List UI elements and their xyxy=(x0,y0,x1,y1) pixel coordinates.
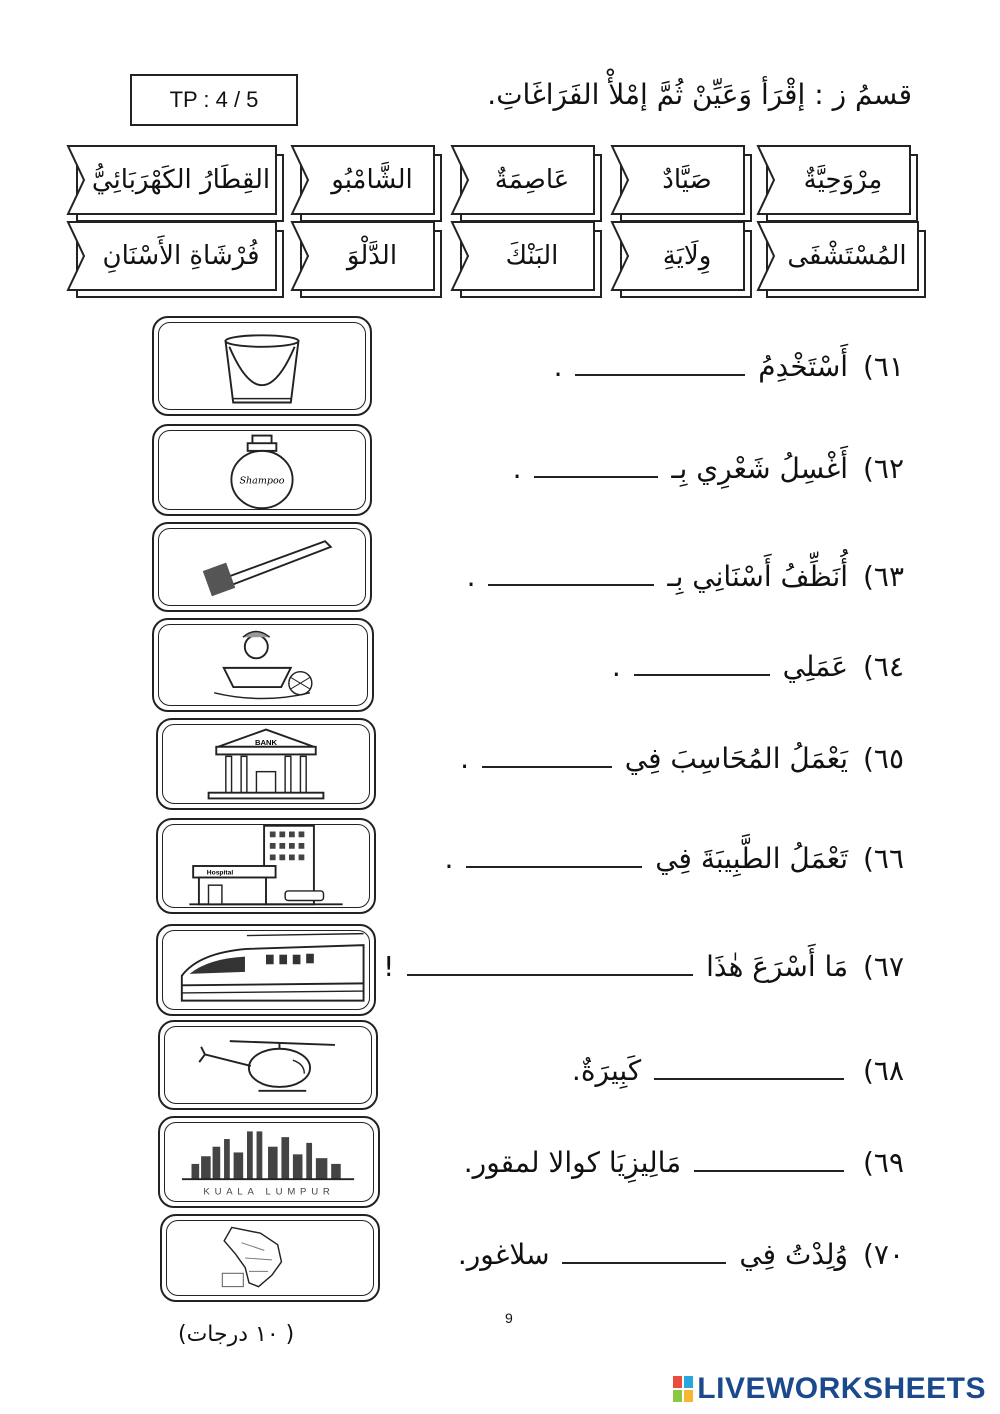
word-tag-state[interactable] xyxy=(612,222,744,290)
word-tag-label: المُسْتَشْفَى xyxy=(787,241,907,271)
word-tag-label: البَنْكَ xyxy=(505,241,559,271)
kl-label: KUALA LUMPUR xyxy=(203,1186,335,1198)
shampoo-bottle-icon xyxy=(154,426,370,514)
answer-blank-67[interactable] xyxy=(407,973,693,976)
word-tag-label: وِلَايَةِ xyxy=(662,241,712,271)
question-68: ٦٨) كَبِيرَةٌ. xyxy=(571,1054,904,1087)
answer-blank-64[interactable] xyxy=(634,673,770,676)
picture-train xyxy=(156,924,376,1016)
hospital-building-icon xyxy=(158,820,374,912)
word-tag-label: الدَّلْوَ xyxy=(346,241,398,271)
toothbrush-icon xyxy=(154,524,370,610)
answer-blank-65[interactable] xyxy=(482,765,612,768)
word-tag-bucket[interactable] xyxy=(292,222,434,290)
shampoo-label: Shampoo xyxy=(239,475,285,487)
bank-label: BANK xyxy=(254,737,278,747)
picture-kuala-lumpur xyxy=(158,1116,380,1208)
picture-bucket xyxy=(152,316,372,416)
word-tag-bank[interactable] xyxy=(452,222,594,290)
word-tag-electric-train[interactable] xyxy=(68,146,276,214)
answer-blank-69[interactable] xyxy=(694,1169,844,1172)
answer-blank-62[interactable] xyxy=(534,475,658,478)
word-tag-toothbrush[interactable] xyxy=(68,222,276,290)
word-tag-label: فُرْشَاةِ الأَسْنَانِ xyxy=(102,241,260,271)
tp-level-box xyxy=(130,74,298,126)
word-tag-hospital[interactable] xyxy=(758,222,918,290)
electric-train-icon xyxy=(158,926,374,1014)
skyline-icon xyxy=(160,1118,378,1206)
picture-toothbrush xyxy=(152,522,372,612)
section-instruction: قسمُ ز : إقْرَأ وَعَيِّنْ ثُمَّ إمْلأْ الفَرَاغَاتِ. xyxy=(487,78,912,111)
answer-blank-66[interactable] xyxy=(466,865,642,868)
word-tag-label: القِطَارُ الكَهْرَبَائِيُّ xyxy=(91,165,271,195)
word-tag-label: صَيَّادٌ xyxy=(662,165,712,195)
marks-label: ( ١٠ درجات) xyxy=(178,1322,295,1347)
question-61: ٦١) أَسْتَخْدِمُ . xyxy=(553,350,904,383)
picture-hospital xyxy=(156,818,376,914)
bank-building-icon xyxy=(158,720,374,808)
word-tag-label: عَاصِمَةٌ xyxy=(494,165,570,195)
brand-logo xyxy=(673,1372,986,1406)
answer-blank-70[interactable] xyxy=(562,1261,726,1264)
question-67: ٦٧) مَا أَسْرَعَ هٰذَا ! xyxy=(383,950,904,983)
word-tag-capital[interactable] xyxy=(452,146,594,214)
answer-blank-63[interactable] xyxy=(488,583,654,586)
answer-blank-61[interactable] xyxy=(575,373,745,376)
hospital-label: Hospital xyxy=(206,869,234,877)
page-number: 9 xyxy=(505,1310,513,1326)
question-70: ٧٠) وُلِدْتُ فِي سلاغور. xyxy=(457,1238,904,1271)
word-tag-label: مِرْوَحِيَّةٌ xyxy=(803,165,883,195)
word-tag-fisherman[interactable] xyxy=(612,146,744,214)
answer-blank-68[interactable] xyxy=(654,1077,844,1080)
picture-map xyxy=(160,1214,380,1302)
question-64: ٦٤) عَمَلِي . xyxy=(611,650,904,683)
question-62: ٦٢) أَغْسِلُ شَعْرِي بِـ . xyxy=(512,452,904,485)
word-tag-helicopter[interactable] xyxy=(758,146,910,214)
word-tag-label: الشَّامْبُو xyxy=(331,165,413,195)
map-icon xyxy=(162,1216,378,1300)
question-66: ٦٦) تَعْمَلُ الطَّبِيبَةَ فِي . xyxy=(444,842,904,875)
picture-fisherman xyxy=(152,618,374,712)
helicopter-icon xyxy=(160,1022,376,1108)
fisherman-icon xyxy=(154,620,372,710)
picture-helicopter xyxy=(158,1020,378,1110)
picture-shampoo xyxy=(152,424,372,516)
liveworksheets-logo-icon xyxy=(673,1376,693,1402)
question-63: ٦٣) أُنَظِّفُ أَسْنَانِي بِـ . xyxy=(466,560,904,593)
tp-label: TP : 4 / 5 xyxy=(169,87,259,112)
picture-bank xyxy=(156,718,376,810)
bucket-icon xyxy=(154,318,370,414)
brand-text: LIVEWORKSHEETS xyxy=(697,1372,986,1405)
question-69: ٦٩) مَالِيزِيَا كوالا لمقور. xyxy=(463,1146,904,1179)
question-65: ٦٥) يَعْمَلُ المُحَاسِبَ فِي . xyxy=(460,742,904,775)
word-tag-shampoo[interactable] xyxy=(292,146,434,214)
